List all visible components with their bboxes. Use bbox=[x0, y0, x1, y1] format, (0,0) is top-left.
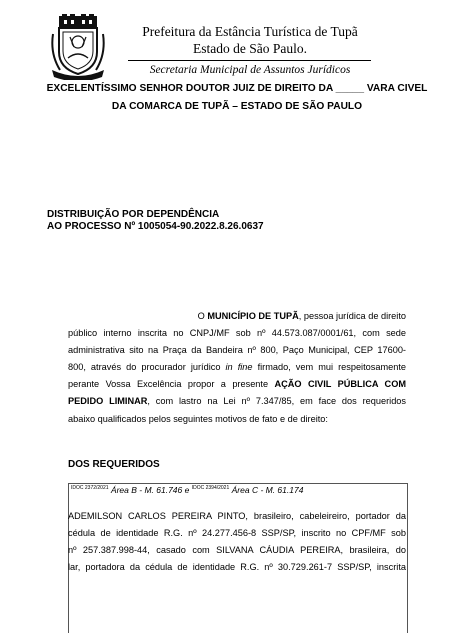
action-title: AÇÃO CIVIL PÚBLICA COM bbox=[274, 379, 406, 390]
addressee-line-1: EXCELENTÍSSIMO SENHOR DOUTOR JUIZ DE DIREITO DA _____ VARA CIVEL bbox=[46, 83, 428, 94]
property-reference: $^{IDOC 2372/2021}$ Área B - M. 61.746 e $^{IDOC 2394/2021}$ Área C - M. 61.174 bbox=[71, 485, 304, 495]
requerido-line: lar, portadora da cédula de identidade R.G. nº 30.729.261-7 SSP/SP, inscrita bbox=[68, 562, 406, 573]
prefecture-name: Prefeitura da Estância Turística de Tupã bbox=[142, 24, 358, 39]
action-title-cont: PEDIDO LIMINAR bbox=[68, 396, 148, 407]
requerido-line: nº 257.387.998-44, casado com SILVANA CÁUDIA PEREIRA, brasileira, do bbox=[68, 545, 406, 556]
intro-line: 800, através do procurador jurídico in fine firmado, vem mui respeitosamente bbox=[68, 362, 406, 373]
requerido-qualification bbox=[68, 508, 406, 576]
section-title: DOS REQUERIDOS bbox=[68, 459, 160, 470]
intro-line: O MUNICÍPIO DE TUPÃ, pessoa jurídica de direito bbox=[197, 311, 406, 321]
intro-line: perante Vossa Excelência propor a presente AÇÃO CIVIL PÚBLICA COM bbox=[68, 379, 406, 390]
requerido-line: cédula de identidade R.G. nº 24.277.456-8 SSP/SP, inscrito no CPF/MF sob bbox=[68, 528, 406, 539]
distribution-line-2: AO PROCESSO Nº 1005054-90.2022.8.26.0637 bbox=[47, 221, 264, 232]
requerido-line: ADEMILSON CARLOS PEREIRA PINTO, brasileiro, cabeleireiro, portador da bbox=[68, 511, 406, 521]
addressee-line-2: DA COMARCA DE TUPÃ – ESTADO DE SÃO PAULO bbox=[111, 101, 363, 112]
secretariat-name: Secretaria Municipal de Assuntos Jurídicos bbox=[149, 64, 351, 76]
state-name: Estado de São Paulo. bbox=[193, 41, 307, 56]
intro-paragraph bbox=[68, 308, 406, 428]
municipal-coat-of-arms-icon bbox=[50, 14, 106, 80]
intro-line: abaixo qualificados pelos seguintes motivos de fato e de direito: bbox=[68, 413, 328, 424]
municipality-name: MUNICÍPIO DE TUPÃ bbox=[207, 311, 299, 321]
distribution-line-1: DISTRIBUIÇÃO POR DEPENDÊNCIA bbox=[47, 209, 220, 220]
intro-line: PEDIDO LIMINAR, com lastro na Lei nº 7.347/85, em face dos requeridos bbox=[68, 396, 407, 407]
intro-line: público interno inscrita no CNPJ/MF sob nº 44.573.087/0001/61, com sede bbox=[68, 328, 406, 339]
header-divider bbox=[128, 60, 371, 61]
intro-line: administrativa sito na Praça da Bandeira nº 800, Paço Municipal, CEP 17600- bbox=[68, 345, 406, 356]
